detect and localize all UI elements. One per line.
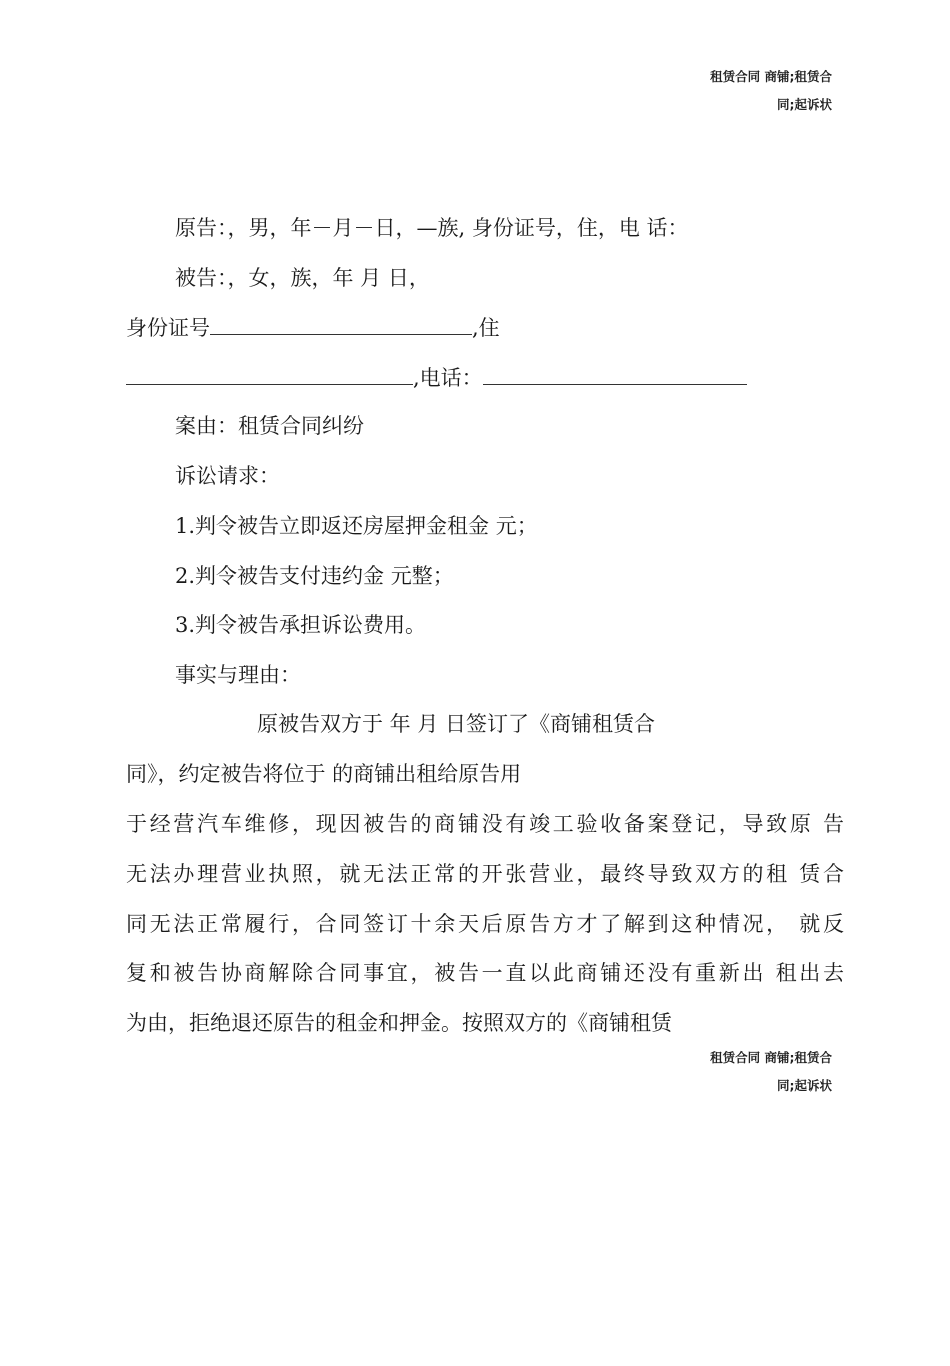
defendant-line: 被告：，女，族，年 月 日， [175,266,430,290]
address-blank [126,362,413,385]
page-header [652,63,832,119]
claim-item-3: 3.判令被告承担诉讼费用。 [175,613,427,637]
facts-line-6: 复和被告协商解除合同事宜，被告一直以此商铺还没有重新出 租出去 [126,961,844,985]
phone-blank [483,362,747,385]
facts-line-7: 为由，拒绝退还原告的租金和押金。按照双方的《商铺租赁 [126,1011,672,1035]
defendant-address-line [126,362,747,393]
footer-header-line-2: 同;起诉状 [777,1078,832,1093]
phone-label: ,电话： [413,366,483,390]
claim-item-1: 1.判令被告立即返还房屋押金租金 元； [175,514,538,538]
facts-heading: 事实与理由： [175,663,301,687]
defendant-id-line [126,312,500,343]
facts-line-4: 无法办理营业执照，就无法正常的开张营业，最终导致双方的租 赁合 [126,862,844,886]
facts-line-5: 同无法正常履行，合同签订十余天后原告方才了解到这种情况， 就反 [126,912,844,936]
plaintiff-line: 原告：，男，年－月－日，—族, 身份证号，住，电 话： [175,216,689,240]
facts-line-2: 同》，约定被告将位于 的商铺出租给原告用 [126,762,522,786]
facts-line-1: 原被告双方于 年 月 日签订了《商铺租赁合 [257,712,656,736]
claim-item-2: 2.判令被告支付违约金 元整； [175,564,454,588]
id-number-blank [210,312,472,335]
page-footer-header [652,1044,832,1100]
footer-header-line-1: 租赁合同 商铺;租赁合 [710,1050,832,1065]
case-cause: 案由：租赁合同纠纷 [175,414,364,438]
facts-line-3: 于经营汽车维修，现因被告的商铺没有竣工验收备案登记，导致原 告 [126,812,844,836]
claims-heading: 诉讼请求： [175,464,280,488]
id-label: 身份证号 [126,316,210,340]
address-label: ,住 [472,316,500,340]
header-line-1: 租赁合同 商铺;租赁合 [710,69,832,84]
header-line-2: 同;起诉状 [777,97,832,112]
